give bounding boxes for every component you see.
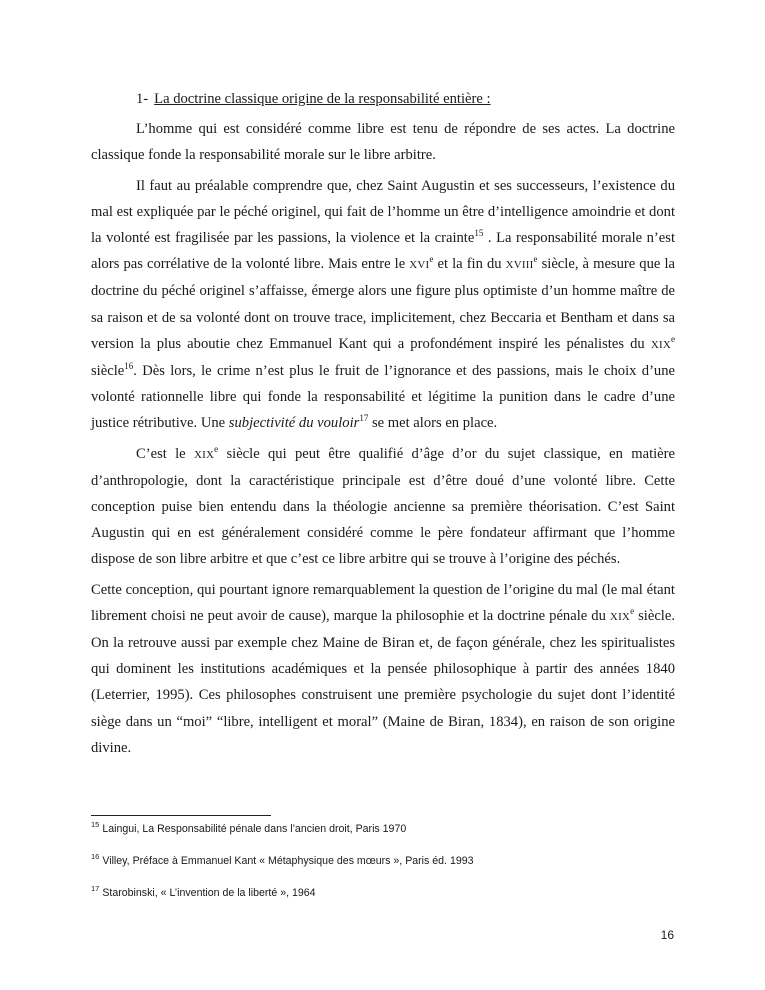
text-run: . Dès lors, le crime n’est plus le fruit de l’ignorance et des passions, mais le choix d’une volonté rationnelle libre qui fonde la responsabilité et légitime la punition dans le cadre d’une justice rétributive. Une [91,363,675,432]
text-run: Cette conception, qui pourtant ignore remarquablement la question de l’origine du mal (le mal étant librement choisi ne peut avoir de cause), marque la philosophie et la doctrine pénale du [91,581,675,624]
text-run: et la fin du [433,256,506,273]
ordinal-suffix: e [214,443,219,454]
footnote-ref-17[interactable]: 17 [359,413,369,424]
century-numeral: XIX [609,610,631,623]
footnote-17 [91,886,675,900]
section-number: 1- [136,91,149,107]
footnote-text: Laingui, La Responsabilité pénale dans l’ancien droit, Paris 1970 [102,823,407,835]
text-run: Il faut au préalable comprendre que, chez Saint Augustin et ses successeurs, l’existence du mal est expliquée par le péché originel, qui fait de l’homme un être d’intelligence amoindrie et dont la volonté est fragilisée par les passions, la violence et la crainte [91,177,675,247]
italic-phrase: subjectivité du vouloir [228,415,360,432]
century-numeral: XVIII [505,259,534,272]
body-text [91,86,675,765]
section-heading [91,86,675,112]
text-run: siècle, à mesure que la doctrine du péché originel s’affaisse, émerge alors une figure plus optimiste d’un homme maître de sa raison et de sa volonté dont on trouve trace, implicitement, chez Beccaria et Bentham et dans sa version la plus aboutie chez Emmanuel Kant qui a profondément inspiré les pénalistes du [91,256,675,352]
text-run: C’est le [136,445,194,462]
footnote-number: 17 [91,884,100,894]
paragraph-4 [91,577,675,761]
text-run: siècle. On la retrouve aussi par exemple chez Maine de Biran et, de façon générale, chez les spiritualistes qui dominent les institutions académiques et la pensée philosophique à partir des années 1840 (Leterrier, 1995). Ces philosophes construisent une première psychologie du sujet dont l’identité siège dans un “moi” “libre, intelligent et moral” (Maine de Biran, 1834), en raison de son origine divine. [91,607,675,756]
text-run: siècle [91,363,125,380]
footnotes [91,822,675,918]
footnote-number: 15 [91,820,100,830]
footnote-ref-16[interactable]: 16 [124,361,134,372]
footnote-separator [91,815,271,816]
ordinal-suffix: e [630,606,635,616]
footnote-number: 16 [91,852,100,862]
paragraph-2 [91,173,675,437]
text-run: . La responsabilité morale n’est alors pas corrélative de la volonté libre. Mais entre le [91,230,676,273]
century-numeral: XIX [650,338,671,351]
paragraph-1: L’homme qui est considéré comme libre est tenu de répondre de ses actes. La doctrine classique fonde la responsabilité morale sur le libre arbitre. [91,121,675,164]
ordinal-suffix: e [533,254,538,265]
century-numeral: XVI [409,259,430,272]
footnote-ref-15[interactable]: 15 [474,228,484,239]
paragraph-3 [91,441,675,573]
footnote-16 [91,854,675,868]
text-run: siècle qui peut être qualifié d’âge d’or du sujet classique, en matière d’anthropologie, dont la caractéristique principale est d’être doué d’une volonté libre. Cette conception puise bien entendu dans la théologie ancienne sa première théorisation. C’est Saint Augustin qui en est généralement considéré comme le père fondateur affirmant que l’homme dispose de son libre arbitre et que c’est ce libre arbitre qui se trouve à l’origine des péchés. [91,445,675,568]
footnote-15 [91,822,675,836]
footnote-text: Villey, Préface à Emmanuel Kant « Métaphysique des mœurs », Paris éd. 1993 [102,855,474,867]
section-title: La doctrine classique origine de la responsabilité entière : [154,91,491,107]
text-run: se met alors en place. [368,415,498,432]
footnote-text: Starobinski, « L’invention de la liberté », 1964 [102,887,316,899]
ordinal-suffix: e [429,254,434,265]
century-numeral: XIX [193,448,215,461]
page-number: 16 [660,928,674,942]
ordinal-suffix: e [671,333,675,344]
